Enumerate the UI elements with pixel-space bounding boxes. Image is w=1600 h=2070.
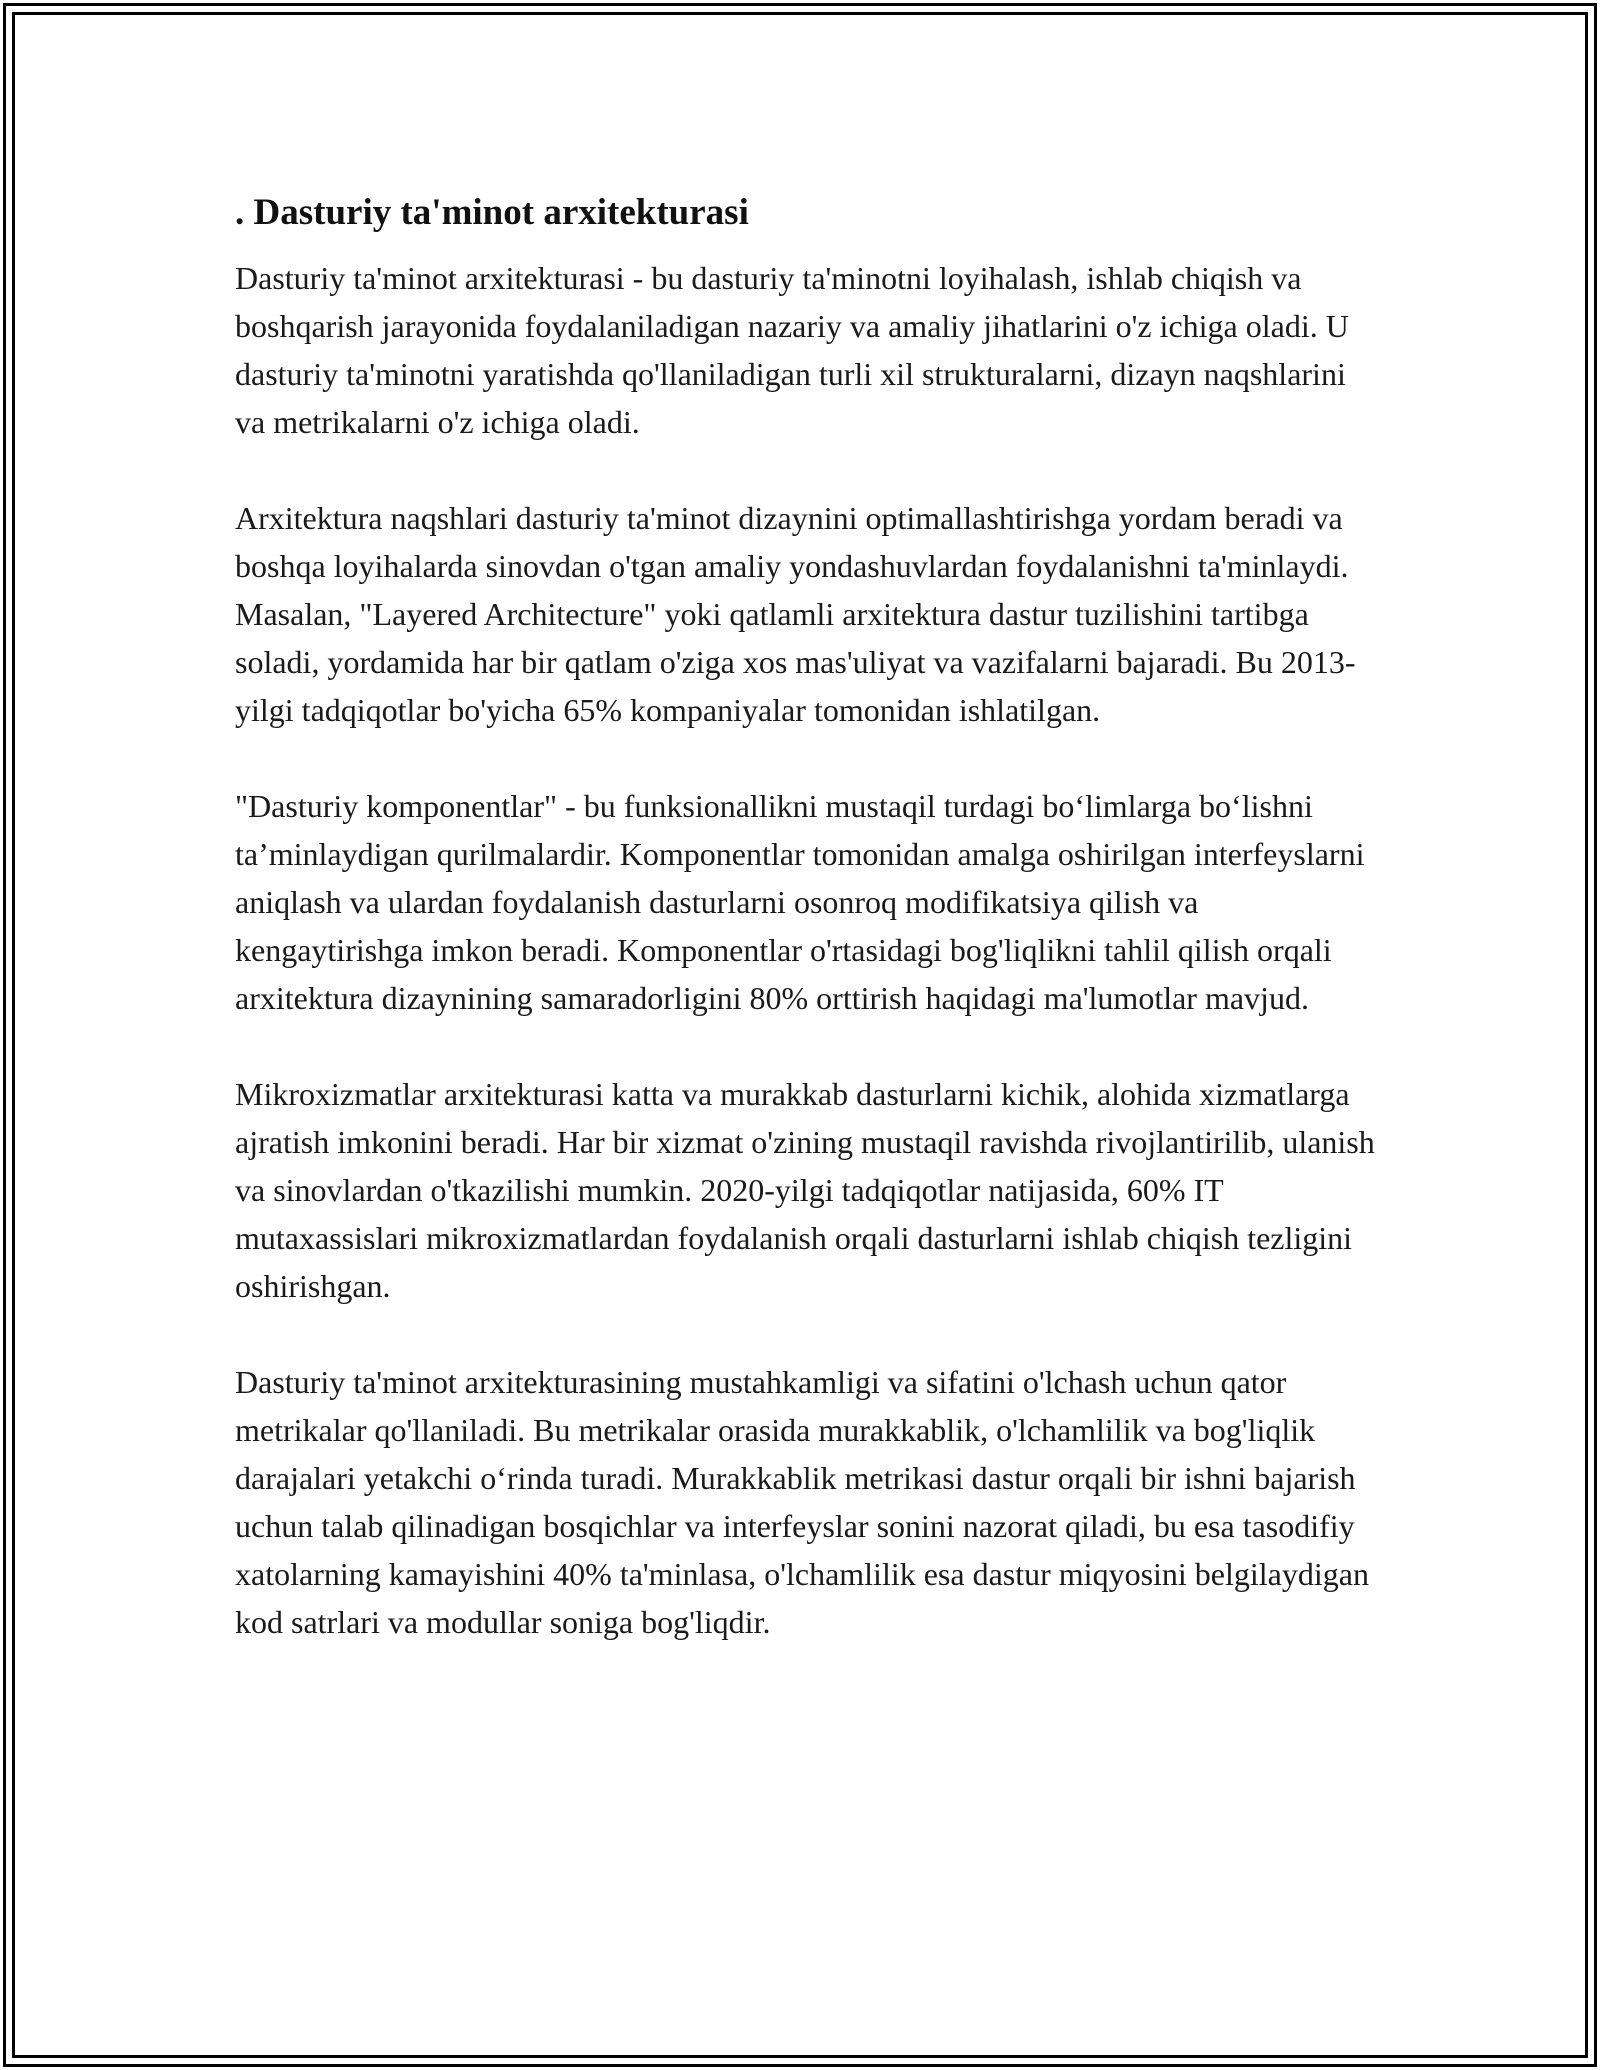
paragraph-architecture-patterns: Arxitektura naqshlari dasturiy ta'minot dizaynini optimallashtirishga yordam beradi va boshqa loyihalarda sinovdan o'tgan amaliy yondashuvlardan foydalanishni ta'minlaydi. Masalan, "Layered Architecture" yoki qatlamli arxitektura dastur tuzilishini tartibga soladi, yordamida har bir qatlam o'ziga xos mas'uliyat va vazifalarni bajaradi. Bu 2013-yilgi tadqiqotlar bo'yicha 65% kompaniyalar tomonidan ishlatilgan. xyxy=(235,500,1356,728)
document-title: . Dasturiy ta'minot arxitekturasi xyxy=(235,192,749,233)
paragraph-microservices: Mikroxizmatlar arxitekturasi katta va murakkab dasturlarni kichik, alohida xizmatlarga ajratish imkonini beradi. Har bir xizmat o'zining mustaqil ravishda rivojlantirilib, ulanish va sinovlardan o'tkazilishi mumkin. 2020-yilgi tadqiqotlar natijasida, 60% IT mutaxassislari mikroxizmatlardan foydalanish orqali dasturlarni ishlab chiqish tezligini oshirishgan. xyxy=(235,1076,1375,1304)
paragraph-metrics: Dasturiy ta'minot arxitekturasining mustahkamligi va sifatini o'lchash uchun qator metrikalar qo'llaniladi. Bu metrikalar orasida murakkablik, o'lchamlilik va bog'liqlik darajalari yetakchi o‘rinda turadi. Murakkablik metrikasi dastur orqali bir ishni bajarish uchun talab qilinadigan bosqichlar va interfeyslar sonini nazorat qiladi, bu esa tasodifiy xatolarning kamayishini 40% ta'minlasa, o'lchamlilik esa dastur miqyosini belgilaydigan kod satrlari va modullar soniga bog'liqdir. xyxy=(235,1364,1369,1640)
document-body xyxy=(235,188,1375,1694)
paragraph-software-components: "Dasturiy komponentlar" - bu funksionallikni mustaqil turdagi bo‘limlarga bo‘lishni ta’minlaydigan qurilmalardir. Komponentlar tomonidan amalga oshirilgan interfeyslarni aniqlash va ulardan foydalanish dasturlarni osonroq modifikatsiya qilish va kengaytirishga imkon beradi. Komponentlar o'rtasidagi bog'liqlikni tahlil qilish orqali arxitektura dizaynining samaradorligini 80% orttirish haqidagi ma'lumotlar mavjud. xyxy=(235,788,1365,1016)
paragraph-intro: Dasturiy ta'minot arxitekturasi - bu dasturiy ta'minotni loyihalash, ishlab chiqish va boshqarish jarayonida foydalaniladigan nazariy va amaliy jihatlarini o'z ichiga oladi. U dasturiy ta'minotni yaratishda qo'llaniladigan turli xil strukturalarni, dizayn naqshlarini va metrikalarni o'z ichiga oladi. xyxy=(235,260,1349,440)
